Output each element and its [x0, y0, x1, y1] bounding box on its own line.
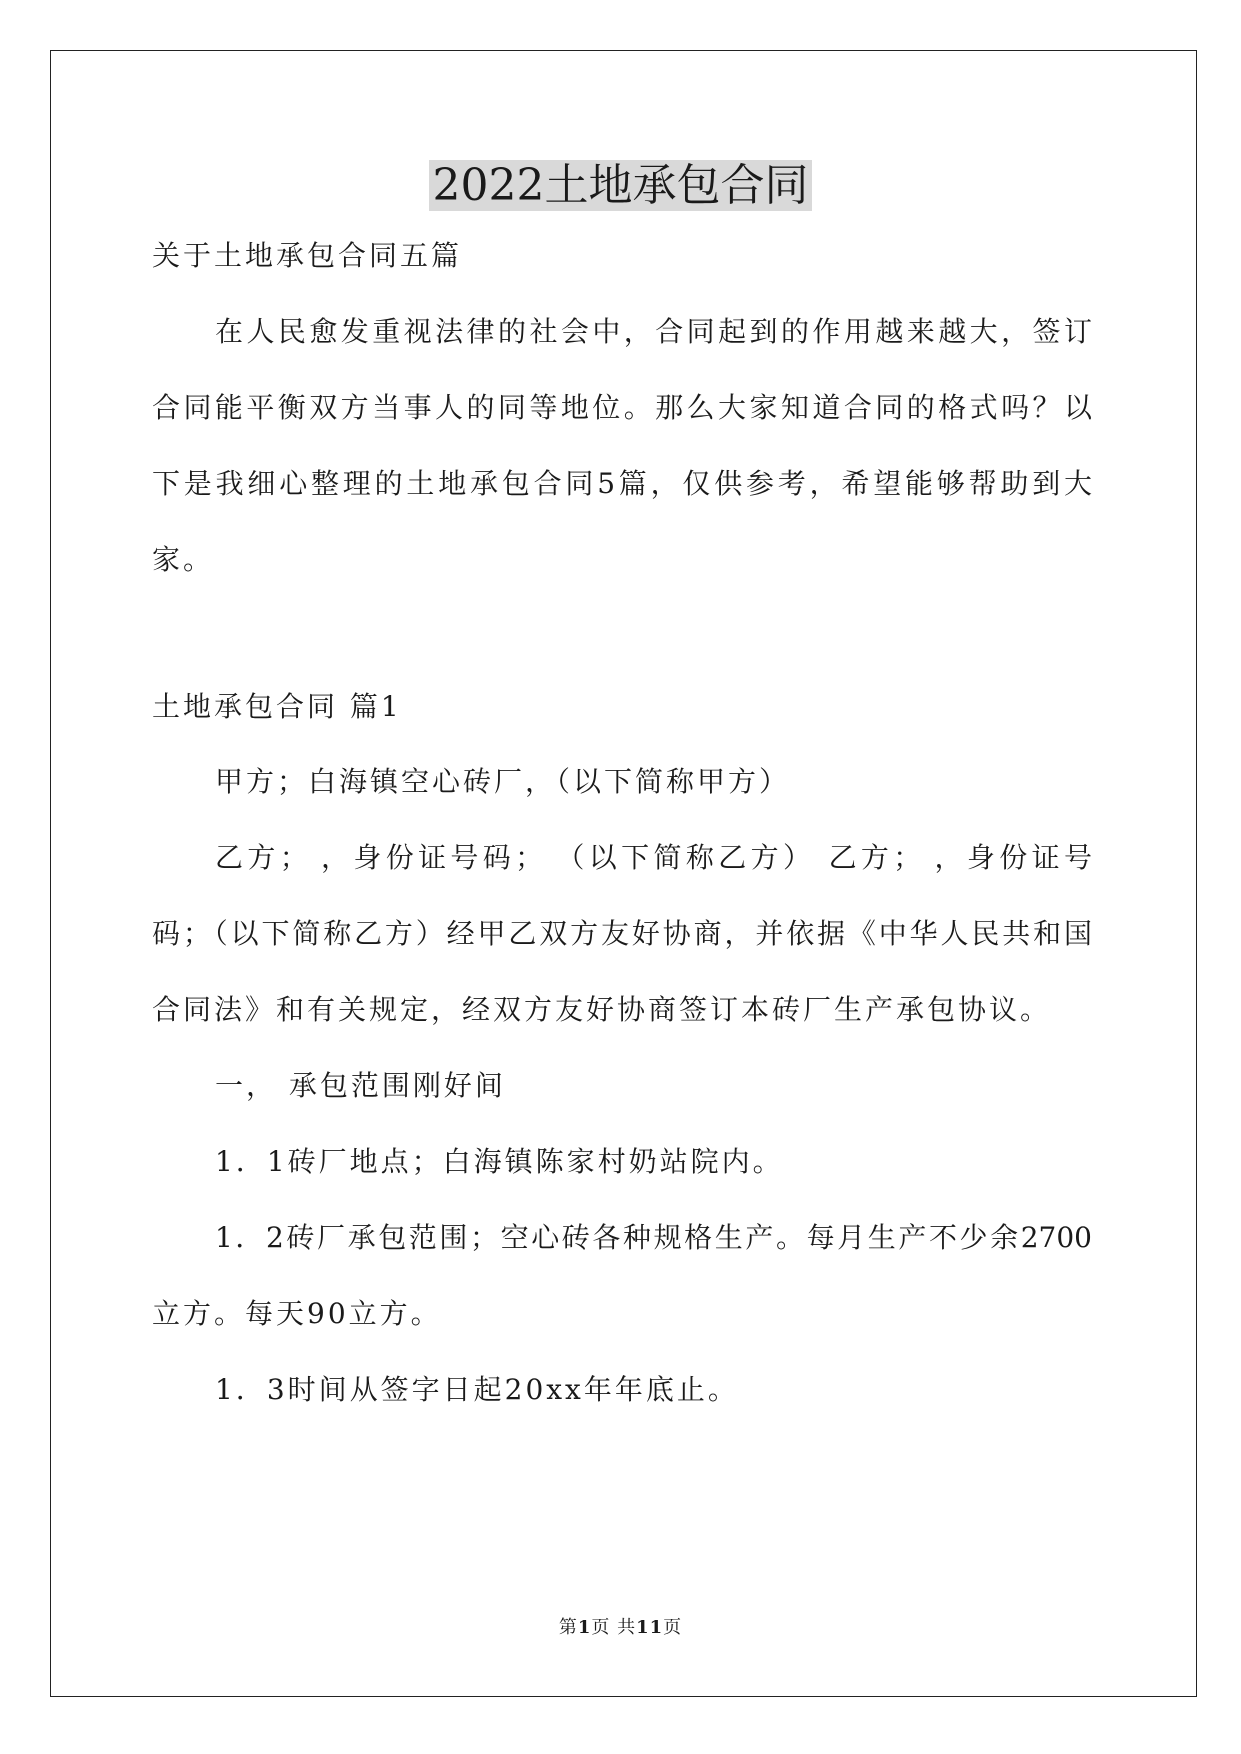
body-line-4: 合同法》和有关规定，经双方友好协商签订本砖厂生产承包协议。 [152, 993, 1052, 1026]
footer-suffix: 页 [663, 1617, 683, 1638]
page-footer [0, 1616, 1241, 1640]
intro-line-4: 家。 [152, 543, 215, 576]
clause-1-2: 1．2砖厂承包范围；空心砖各种规格生产。每月生产不少余2700 [215, 1221, 1092, 1254]
clause-1-1: 1．1砖厂地点；白海镇陈家村奶站院内。 [215, 1145, 784, 1178]
body-line-3: 码；（以下简称乙方）经甲乙双方友好协商，并依据《中华人民共和国 [152, 917, 1092, 950]
footer-page-total: 11 [636, 1617, 664, 1638]
footer-prefix: 第 [558, 1617, 578, 1638]
section-heading: 土地承包合同 篇1 [152, 690, 402, 723]
clause-1-2-cont: 立方。每天90立方。 [152, 1297, 442, 1330]
intro-line-2: 合同能平衡双方当事人的同等地位。那么大家知道合同的格式吗？以 [152, 391, 1092, 424]
clause-1-3: 1．3时间从签字日起20xx年年底止。 [215, 1373, 739, 1406]
body-line-party-a: 甲方；白海镇空心砖厂，（以下简称甲方） [215, 765, 791, 798]
intro-line-3: 下是我细心整理的土地承包合同5篇，仅供参考，希望能够帮助到大 [152, 467, 1092, 500]
footer-page-number: 1 [577, 1617, 592, 1638]
intro-line-1: 在人民愈发重视法律的社会中，合同起到的作用越来越大，签订 [215, 315, 1092, 348]
document-subtitle: 关于土地承包合同五篇 [152, 239, 463, 272]
document-title [0, 158, 1241, 214]
body-line-party-b: 乙方； ，身份证号码； （以下简称乙方） 乙方； ，身份证号 [215, 841, 1092, 874]
title-text: 2022土地承包合同 [429, 160, 813, 211]
clause-heading-1: 一， 承包范围刚好间 [215, 1069, 506, 1102]
footer-mid: 页 共 [591, 1617, 637, 1638]
